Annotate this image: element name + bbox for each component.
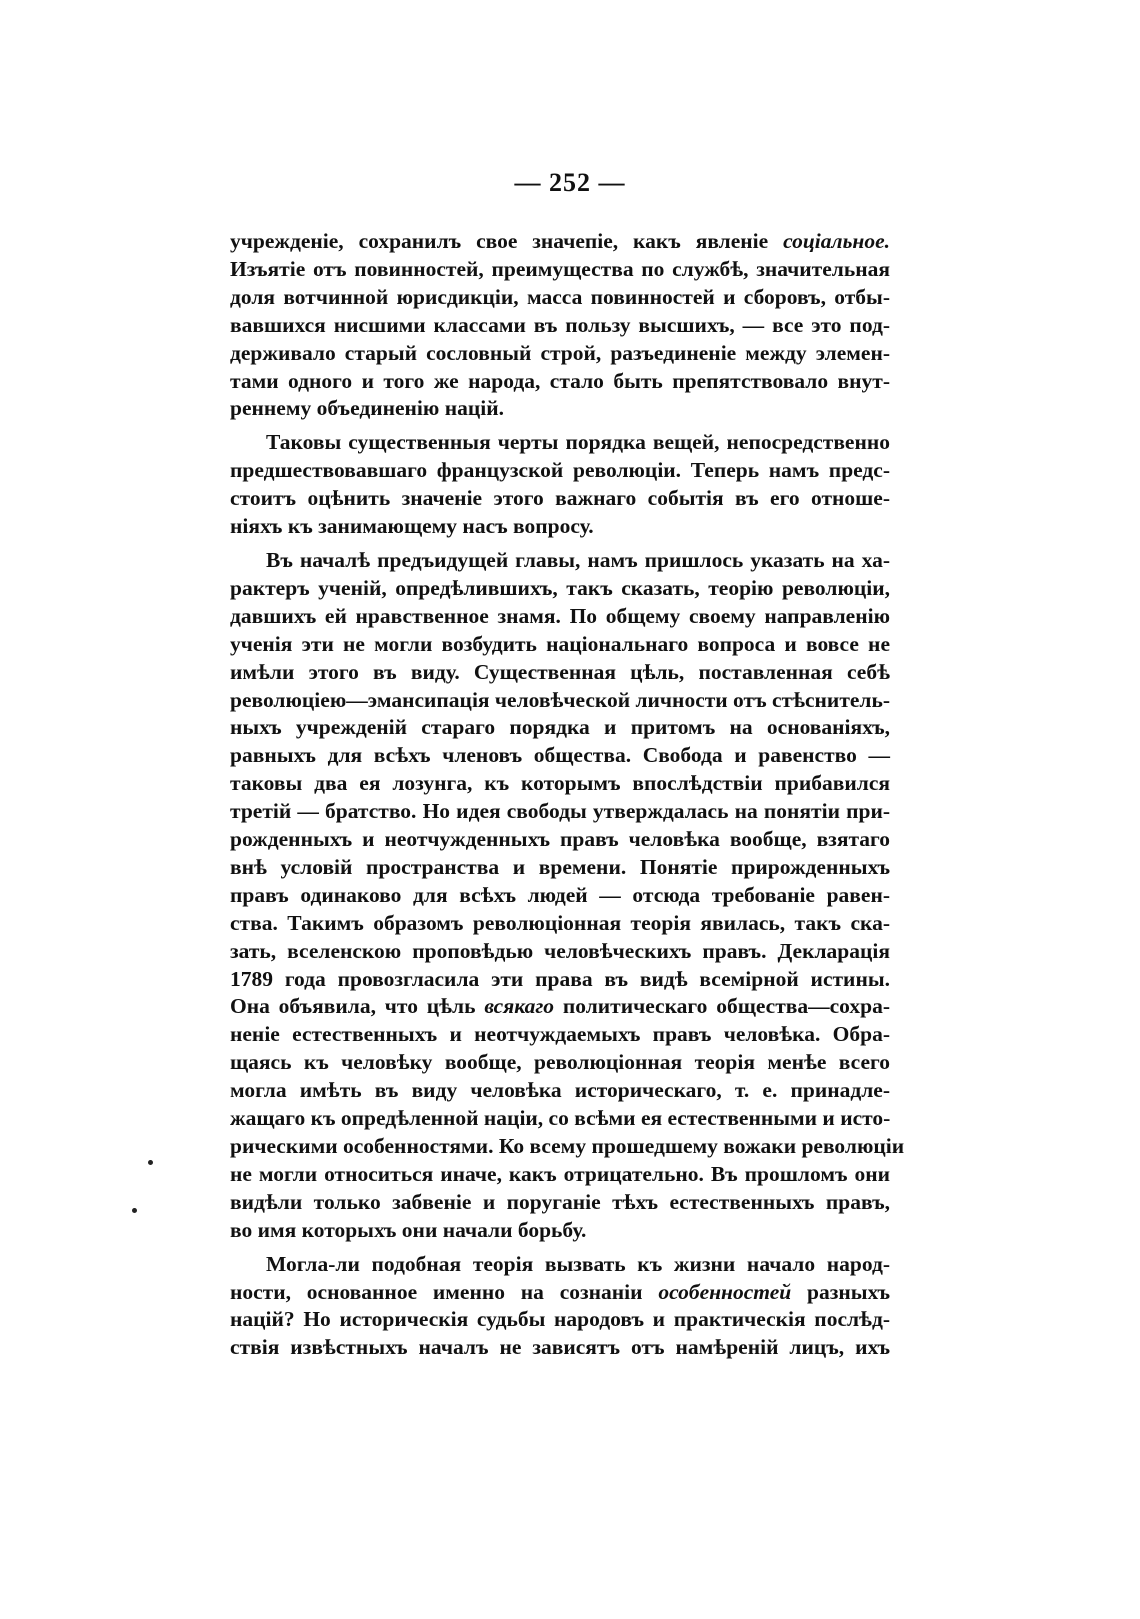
text-line: не могли относиться иначе, какъ отрицательно. Въ прошломъ они [230,1161,890,1186]
text-line: рожденныхъ и неотчужденныхъ правъ человѣка вообще, взятаго [230,827,890,852]
paragraph-2 [230,429,890,541]
page-number: — 252 — [514,168,626,197]
text-line: Она объявила, что цѣль всякаго политическаго общества—сохра- [230,994,890,1019]
text-line: 1789 года провозгласила эти права въ видѣ всемірной истины. [230,966,890,991]
paragraph-4 [230,1251,890,1363]
text-line: реннему объединенію націй. [230,396,504,421]
text-line: ученія эти не могли возбудить національнаго вопроса и вовсе не [230,631,890,656]
text-line: имѣли этого въ виду. Существенная цѣль, поставленная себѣ [230,659,890,684]
text-line: равныхъ для всѣхъ членовъ общества. Свобода и равенство — [230,743,890,768]
text-line: ныхъ учрежденій стараго порядка и притомъ на основаніяхъ, [230,715,890,740]
text-line: щаясь къ человѣку вообще, революціонная теорія менѣе всего [230,1050,890,1075]
text-line: зать, вселенскою проповѣдью человѣческихъ правъ. Декларація [230,938,890,963]
text-line: учрежденіе, сохранилъ свое значепіе, какъ явленіе соціальное. [230,229,890,253]
text-line: таковы два ея лозунга, къ которымъ впослѣдствіи прибавился [230,771,890,796]
text-line: во имя которыхъ они начали борьбу. [230,1217,587,1242]
text-line: ности, основанное именно на сознаніи особенностей разныхъ [230,1279,890,1304]
paragraph-1 [230,228,890,423]
text-line: держивало старый сословный строй, разъединеніе между элемен- [230,340,890,365]
paragraph-3 [230,547,905,1245]
text-line: предшествовавшаго французской революціи. Теперь намъ предс- [230,458,890,483]
text-line: вавшихся нисшими классами въ пользу высшихъ, — все это под- [230,312,890,337]
text-line: Въ началѣ предъидущей главы, намъ пришлось указать на ха- [266,547,890,572]
text-line: ства. Такимъ образомъ революціонная теорія явилась, такъ ска- [230,910,890,935]
text-line: третій — братство. Но идея свободы утверждалась на понятіи при- [230,799,890,824]
text-line: революціею—эмансипація человѣческой личности отъ стѣснитель- [230,687,891,712]
text-line: Изъятіе отъ повинностей, преимущества по службѣ, значительная [230,256,890,281]
text-line: стоитъ оцѣнить значеніе этого важнаго событія въ его отноше- [230,486,890,511]
text-line: Таковы существенныя черты порядка вещей, непосредственно [266,430,890,455]
text-line: жащаго къ опредѣленной націи, со всѣми ея естественными и исто- [230,1106,891,1131]
text-line: тами одного и того же народа, стало быть препятствовало внут- [230,368,890,393]
text-line: правъ одинаково для всѣхъ людей — отсюда требованіе равен- [230,882,890,907]
text-line: Могла-ли подобная теорія вызвать къ жизни начало народ- [266,1251,890,1276]
text-line: рактеръ ученій, опредѣлившихъ, такъ сказать, теорію революціи, [230,575,890,600]
text-line: внѣ условій пространства и времени. Понятіе прирожденныхъ [230,854,890,879]
text-line: могла имѣть въ виду человѣка историческаго, т. е. принадле- [230,1078,890,1103]
text-line: доля вотчинной юрисдикціи, масса повинностей и сборовъ, отбы- [230,284,890,309]
text-line: ніяхъ къ занимающему насъ вопросу. [230,514,594,539]
text-line: давшихъ ей нравственное знамя. По общему своему направленію [230,603,890,628]
text-line: рическими особенностями. Ко всему прошедшему вожаки революціи [230,1134,905,1158]
text-line: видѣли только забвеніе и поруганіе тѣхъ естественныхъ правъ, [230,1189,890,1214]
body-text [230,228,905,1362]
text-line: націй? Но историческія судьбы народовъ и практическія послѣд- [230,1307,890,1332]
margin-speck [148,1160,153,1165]
text-line: неніе естественныхъ и неотчуждаемыхъ правъ человѣка. Обра- [230,1022,890,1047]
margin-speck [132,1208,137,1213]
text-line: ствія извѣстныхъ началъ не зависятъ отъ намѣреній лицъ, ихъ [230,1335,890,1360]
